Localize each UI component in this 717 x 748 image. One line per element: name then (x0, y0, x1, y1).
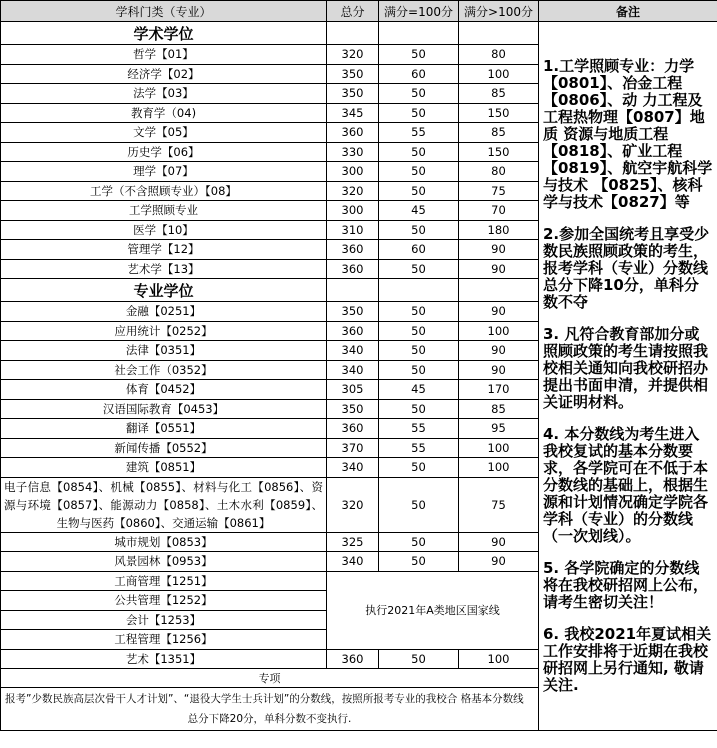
score-gt100-cell: 90 (459, 259, 539, 279)
total-score-cell: 300 (327, 162, 379, 182)
total-score-cell: 340 (327, 360, 379, 380)
score-gt100-cell: 85 (459, 399, 539, 419)
score-100-cell: 50 (379, 458, 459, 478)
total-score-cell: 340 (327, 552, 379, 572)
score-100-cell: 50 (379, 84, 459, 104)
subject-cell: 管理学【12】 (1, 240, 327, 260)
score-gt100-cell: 100 (459, 438, 539, 458)
subject-cell: 工学（不含照顾专业）【08】 (1, 181, 327, 201)
score-gt100-cell: 95 (459, 419, 539, 439)
remark-note: 1.工学照顾专业：力学【0801】、冶金工程【0806】、动 力工程及工程热物理【0807】地质 资源与地质工程【0818】、矿业工程 【0819】、航空宇航科学与技术 【0825】、核科学与技术【0827】等 (543, 57, 713, 211)
score-gt100-cell: 85 (459, 123, 539, 143)
header-remarks: 备注 (539, 1, 717, 22)
score-gt100-cell: 90 (459, 360, 539, 380)
score-100-cell: 45 (379, 380, 459, 400)
subject-cell: 经济学【02】 (1, 64, 327, 84)
score-gt100-cell: 180 (459, 220, 539, 240)
score-100-cell: 50 (379, 181, 459, 201)
total-score-cell: 350 (327, 64, 379, 84)
subject-cell: 工程管理【1256】 (1, 630, 327, 650)
total-score-cell: 320 (327, 45, 379, 65)
subject-cell: 金融【0251】 (1, 302, 327, 322)
score-100-cell: 50 (379, 532, 459, 552)
national-line-cell: 执行2021年A类地区国家线 (327, 571, 539, 649)
score-100-cell: 60 (379, 240, 459, 260)
total-score-cell: 360 (327, 259, 379, 279)
subject-cell: 教育学（04) (1, 103, 327, 123)
subject-cell: 会计【1253】 (1, 610, 327, 630)
empty-cell (379, 279, 459, 302)
subject-cell: 城市规划【0853】 (1, 532, 327, 552)
score-100-cell: 50 (379, 45, 459, 65)
score-gt100-cell: 100 (459, 64, 539, 84)
total-score-cell: 360 (327, 419, 379, 439)
total-score-cell: 305 (327, 380, 379, 400)
subject-cell: 艺术【1351】 (1, 649, 327, 669)
subject-cell: 工商管理【1251】 (1, 571, 327, 591)
remark-note: 6. 我校2021年夏试相关工作安排将于近期在我校研招网上另行通知, 敬请关注. (543, 625, 712, 694)
total-score-cell: 320 (327, 477, 379, 532)
total-score-cell: 350 (327, 84, 379, 104)
subject-cell: 理学【07】 (1, 162, 327, 182)
score-gt100-cell: 70 (459, 201, 539, 221)
score-100-cell: 50 (379, 360, 459, 380)
subject-cell: 法学【03】 (1, 84, 327, 104)
subject-cell: 艺术学【13】 (1, 259, 327, 279)
score-gt100-cell: 80 (459, 45, 539, 65)
empty-cell (459, 279, 539, 302)
subject-cell: 应用统计【0252】 (1, 321, 327, 341)
special-label: 专项 (1, 669, 539, 688)
total-score-cell: 360 (327, 240, 379, 260)
score-gt100-cell: 90 (459, 341, 539, 361)
score-100-cell: 50 (379, 399, 459, 419)
score-gt100-cell: 150 (459, 142, 539, 162)
score-100-cell: 50 (379, 302, 459, 322)
total-score-cell: 360 (327, 649, 379, 669)
total-score-cell: 350 (327, 302, 379, 322)
total-score-cell: 310 (327, 220, 379, 240)
score-gt100-cell: 90 (459, 532, 539, 552)
subject-cell: 体育【0452】 (1, 380, 327, 400)
score-100-cell: 50 (379, 162, 459, 182)
score-100-cell: 50 (379, 477, 459, 532)
score-gt100-cell: 90 (459, 240, 539, 260)
total-score-cell: 320 (327, 181, 379, 201)
score-gt100-cell: 90 (459, 302, 539, 322)
subject-cell: 文学【05】 (1, 123, 327, 143)
score-100-cell: 55 (379, 438, 459, 458)
remark-note: 4. 本分数线为考生进入我校复试的基本分数要求，各学院可在不低于本分数线的基础上，根据生源和计划情况确定学院各学科（专业）的分数线（一次划线）。 (543, 425, 709, 545)
total-score-cell: 325 (327, 532, 379, 552)
total-score-cell: 330 (327, 142, 379, 162)
header-subject: 学科门类（专业） (1, 1, 327, 22)
total-score-cell: 360 (327, 321, 379, 341)
score-gt100-cell: 170 (459, 380, 539, 400)
score-gt100-cell: 75 (459, 181, 539, 201)
empty-cell (327, 279, 379, 302)
subject-cell: 法律【0351】 (1, 341, 327, 361)
header-full-gt-100: 满分>100分 (459, 1, 539, 22)
subject-cell: 电子信息【0854】、机械【0855】、材料与化工【0856】、资源与环境【0857】、能源动力【0858】、土木水利【0859】、生物与医药【0860】、交通运输【0861】 (1, 477, 327, 532)
subject-cell: 汉语国际教育【0453】 (1, 399, 327, 419)
header-total: 总分 (327, 1, 379, 22)
subject-cell: 建筑【0851】 (1, 458, 327, 478)
academic-section-title: 学术学位 (1, 22, 327, 45)
score-100-cell: 60 (379, 64, 459, 84)
remark-note: 3. 凡符合教育部加分或照顾政策的考生请按照我校相关通知向我校研招办提出书面申清，并提供相关证明材料。 (543, 325, 709, 411)
score-gt100-cell: 100 (459, 321, 539, 341)
subject-cell: 翻译【0551】 (1, 419, 327, 439)
subject-cell: 医学【10】 (1, 220, 327, 240)
total-score-cell: 300 (327, 201, 379, 221)
remarks-cell (539, 22, 717, 731)
score-100-cell: 50 (379, 220, 459, 240)
subject-cell: 公共管理【1252】 (1, 591, 327, 611)
score-100-cell: 50 (379, 649, 459, 669)
score-gt100-cell: 75 (459, 477, 539, 532)
academic-section-row (1, 22, 717, 45)
total-score-cell: 340 (327, 341, 379, 361)
score-100-cell: 50 (379, 341, 459, 361)
score-100-cell: 50 (379, 103, 459, 123)
subject-cell: 社会工作（0352】 (1, 360, 327, 380)
special-text: 报考”少数民族高层次骨干人才计划”、“退役大学生士兵计划”的分数线，按照所报考专业的我校合 格基本分数线总分下降20分，单科分数不变执行. (1, 688, 539, 731)
score-100-cell: 50 (379, 321, 459, 341)
subject-cell: 新闻传播【0552】 (1, 438, 327, 458)
score-100-cell: 50 (379, 552, 459, 572)
total-score-cell: 340 (327, 458, 379, 478)
score-100-cell: 55 (379, 123, 459, 143)
score-gt100-cell: 90 (459, 552, 539, 572)
score-100-cell: 50 (379, 142, 459, 162)
score-gt100-cell: 100 (459, 649, 539, 669)
subject-cell: 风景园林【0953】 (1, 552, 327, 572)
header-full-100: 满分=100分 (379, 1, 459, 22)
remark-note: 5. 各学院确定的分数线将在我校研招网上公布，请考生密切关注！ (543, 559, 709, 611)
score-gt100-cell: 150 (459, 103, 539, 123)
score-gt100-cell: 80 (459, 162, 539, 182)
remark-note: 2.参加全国统考且享受少数民族照顾政策的考生，报考学科（专业）分数线总分下降10分，单科分数不夺 (543, 225, 710, 311)
header-row (1, 1, 717, 22)
score-100-cell: 45 (379, 201, 459, 221)
subject-cell: 历史学【06】 (1, 142, 327, 162)
total-score-cell: 370 (327, 438, 379, 458)
total-score-cell: 350 (327, 399, 379, 419)
subject-cell: 工学照顾专业 (1, 201, 327, 221)
score-100-cell: 50 (379, 259, 459, 279)
total-score-cell: 345 (327, 103, 379, 123)
score-gt100-cell: 85 (459, 84, 539, 104)
score-gt100-cell: 100 (459, 458, 539, 478)
subject-cell: 哲学【01】 (1, 45, 327, 65)
total-score-cell: 360 (327, 123, 379, 143)
score-100-cell: 55 (379, 419, 459, 439)
professional-section-title: 专业学位 (1, 279, 327, 302)
